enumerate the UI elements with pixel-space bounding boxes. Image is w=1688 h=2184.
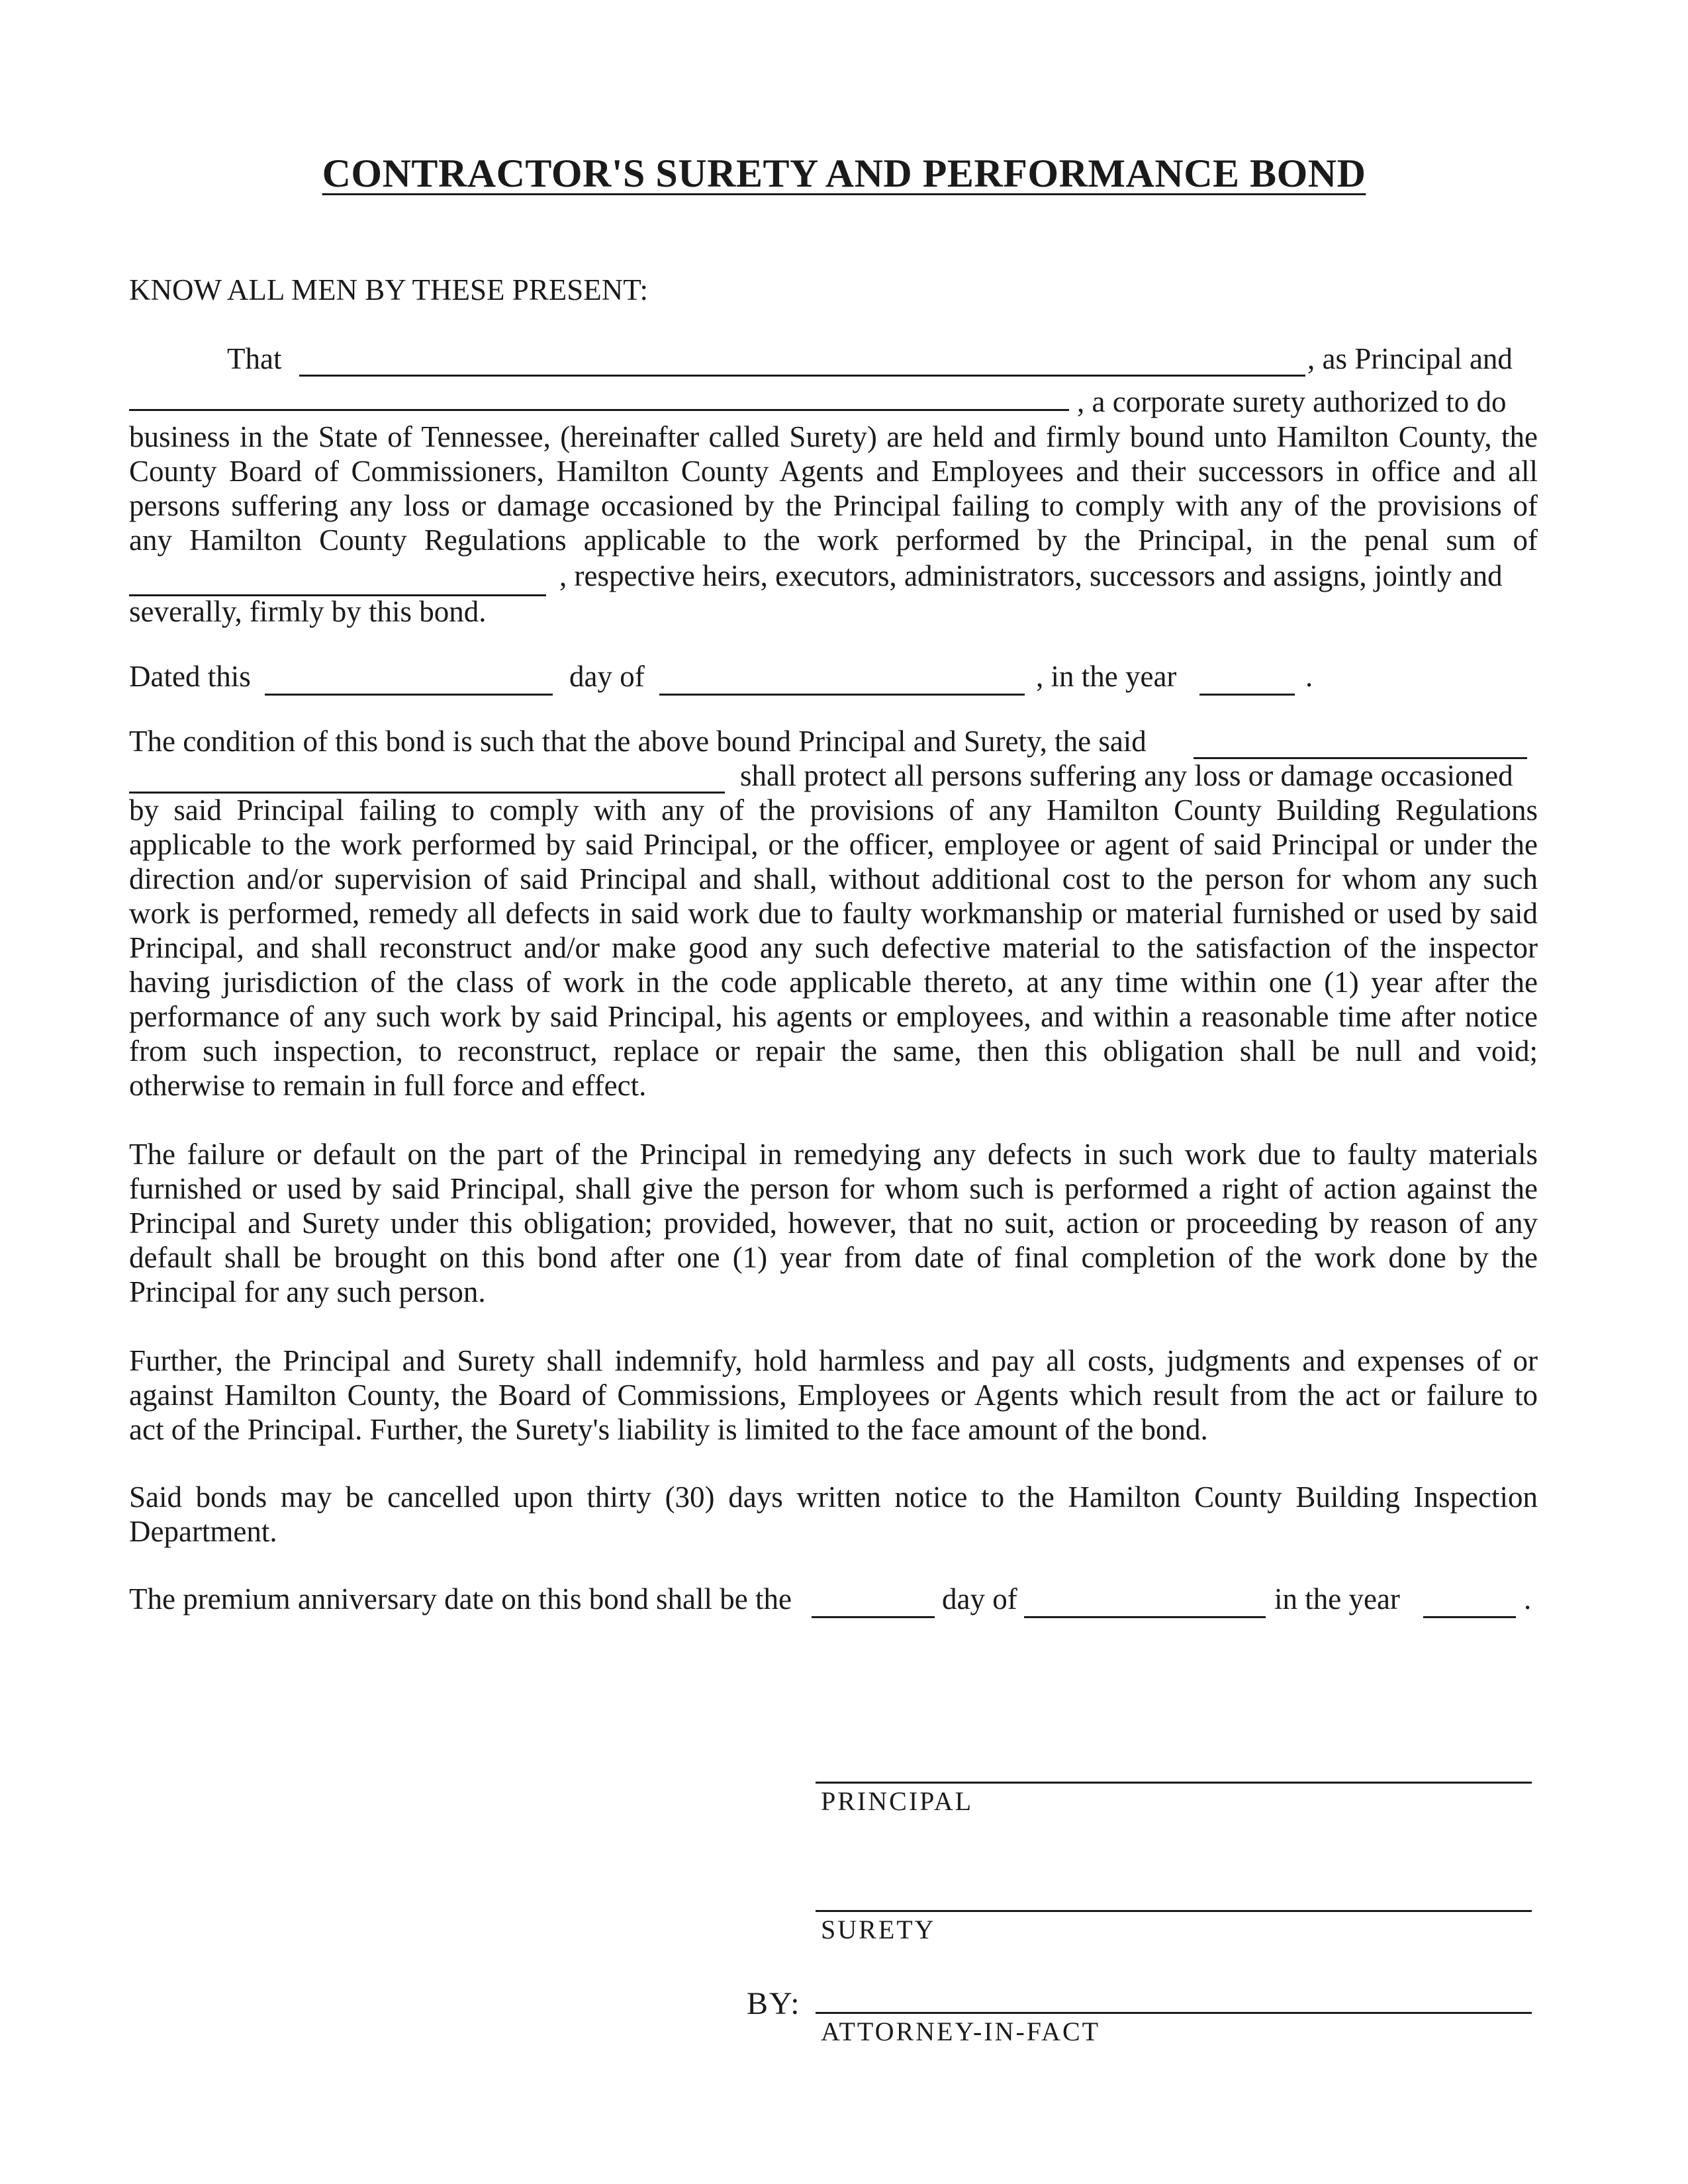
surety-signature-line[interactable] [816,1910,1532,1912]
attorney-in-fact-label: ATTORNEY-IN-FACT [821,2017,1101,2046]
p2-line5: direction and/or supervision of said Principal and shall, without additional cost to the person for whom any such [129,862,1538,895]
dated-in-year-label: , in the year [1036,660,1177,693]
p2-line1: The condition of this bond is such that the above bound Principal and Surety, the said [129,725,1147,758]
p3-line2: furnished or used by said Principal, shall give the person for whom such is performed a right of action against the [129,1172,1538,1205]
know-all-men-heading: KNOW ALL MEN BY THESE PRESENT: [129,273,649,306]
p1-line5: persons suffering any loss or damage occasioned by the Principal failing to comply with any of the provisions of [129,489,1538,522]
p4-line1: Further, the Principal and Surety shall indemnify, hold harmless and pay all costs, judgments and expenses of or [129,1344,1538,1377]
dated-period: . [1305,660,1313,693]
premium-year-blank[interactable] [1423,1616,1516,1618]
p2-line8: having jurisdiction of the class of work in the code applicable thereto, at any time within one (1) year after the [129,966,1538,999]
premium-prefix: The premium anniversary date on this bond shall be the [129,1582,792,1615]
p2-line10: from such inspection, to reconstruct, replace or repair the same, then this obligation shall be null and void; [129,1034,1538,1068]
heirs-executors-text: , respective heirs, executors, administrators, successors and assigns, jointly and [559,559,1503,592]
p3-line5: Principal for any such person. [129,1275,486,1308]
p2-line2: shall protect all persons suffering any loss or damage occasioned [740,759,1513,792]
p1-line4: County Board of Commissioners, Hamilton County Agents and Employees and their successors in office and all [129,455,1538,488]
premium-day-of-label: day of [942,1582,1017,1615]
p4-line2: against Hamilton County, the Board of Commissions, Employees or Agents which result from the act or failure to [129,1379,1538,1412]
dated-month-blank[interactable] [659,694,1025,696]
principal-label: PRINCIPAL [821,1786,974,1816]
as-principal-text: , as Principal and [1307,342,1513,375]
by-label: BY: [747,1986,801,2021]
premium-day-blank[interactable] [812,1616,935,1618]
dated-year-blank[interactable] [1199,694,1295,696]
p1-line6: any Hamilton County Regulations applicable to the work performed by the Principal, in the penal sum of [129,523,1538,557]
principal-signature-line[interactable] [816,1782,1532,1784]
that-label: That [227,342,282,375]
principal-name-blank[interactable] [299,375,1305,377]
premium-month-blank[interactable] [1024,1616,1266,1618]
attorney-signature-line[interactable] [816,2012,1532,2014]
p2-line11: otherwise to remain in full force and effect. [129,1069,647,1102]
p5-line1: Said bonds may be cancelled upon thirty (30) days written notice to the Hamilton County Building Inspection [129,1480,1538,1514]
dated-day-of-label: day of [569,660,645,693]
p2-line9: performance of any such work by said Principal, his agents or employees, and within a reasonable time after notice [129,1000,1538,1033]
premium-in-year-label: in the year [1274,1582,1400,1615]
p3-line1: The failure or default on the part of the Principal in remedying any defects in such work due to faulty materials [129,1138,1538,1171]
dated-this-label: Dated this [129,660,251,693]
p3-line3: Principal and Surety under this obligation; provided, however, that no suit, action or proceeding by reason of any [129,1206,1538,1240]
p2-line7: Principal, and shall reconstruct and/or make good any such defective material to the satisfaction of the inspector [129,931,1538,964]
dated-day-blank[interactable] [265,694,553,696]
surety-name-blank[interactable] [129,409,1069,411]
p5-line2: Department. [129,1515,277,1548]
p4-line3: act of the Principal. Further, the Surety's liability is limited to the face amount of the bond. [129,1413,1208,1446]
p1-line8: severally, firmly by this bond. [129,595,487,628]
corporate-surety-text: , a corporate surety authorized to do [1077,385,1507,418]
p2-line3: by said Principal failing to comply with any of the provisions of any Hamilton County Building Regulations [129,794,1538,827]
document-title: CONTRACTOR'S SURETY AND PERFORMANCE BOND [322,152,1366,195]
p1-line3: business in the State of Tennessee, (hereinafter called Surety) are held and firmly bound unto Hamilton County, the [129,420,1538,453]
premium-period: . [1524,1582,1532,1615]
p3-line4: default shall be brought on this bond after one (1) year from date of final completion of the work done by the [129,1241,1538,1274]
p2-line6: work is performed, remedy all defects in said work due to faulty workmanship or material furnished or used by said [129,897,1538,930]
surety-label: SURETY [821,1915,936,1944]
p2-line4: applicable to the work performed by said Principal, or the officer, employee or agent of said Principal or under the [129,828,1538,861]
